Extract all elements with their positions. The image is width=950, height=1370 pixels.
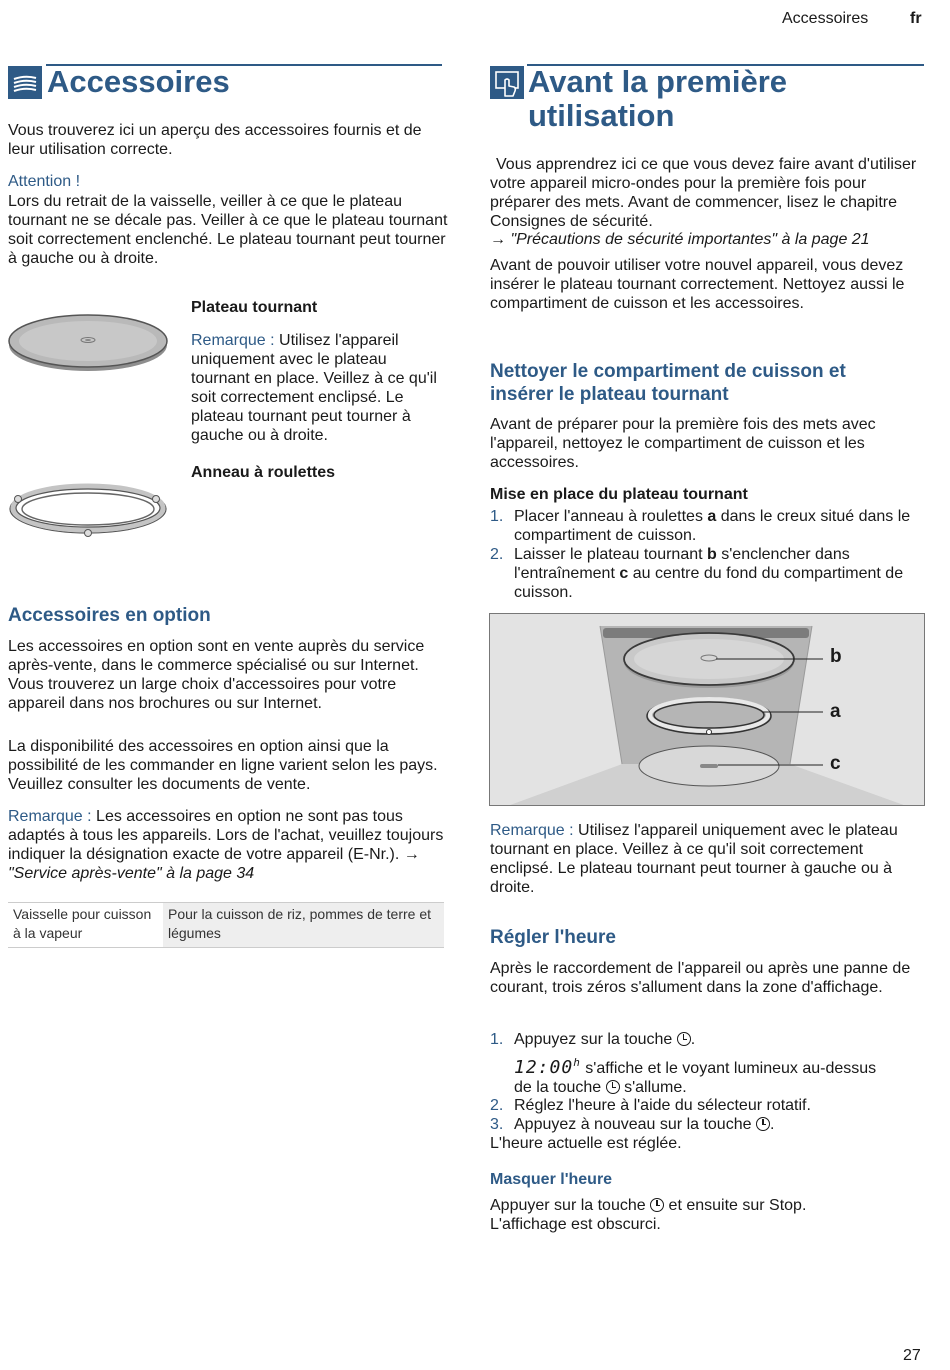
time-step-3 <box>490 1115 930 1134</box>
first-use-intro <box>490 155 930 231</box>
clock-icon <box>756 1117 770 1131</box>
hide-time-text: Appuyer sur la touche et ensuite sur Stop. L'affichage est obscurci. <box>490 1197 807 1233</box>
accessory-name-cell: Vaisselle pour cuisson à la vapeur <box>8 903 163 948</box>
clean-text: Avant de préparer pour la première fois des mets avec l'appareil, nettoyez le compartiment de cuisson et les accessoires. <box>490 416 876 471</box>
step-number: 1. <box>490 1031 504 1048</box>
optional-accessories-table <box>8 902 444 948</box>
hand-tap-icon <box>490 66 524 99</box>
plateau-remark-text: Utilisez l'appareil uniquement avec le plateau tournant en place. Veillez à ce qu'il soit correctement enclipsé. Le plateau tournant peut tourner à gauche ou à droite. <box>191 332 437 444</box>
safety-reference <box>490 230 930 249</box>
time-step-1-detail: 12:00$^h$ s'affiche et le voyant lumineux au-dessus de la touche s'allume. <box>514 1056 877 1096</box>
accessory-use-cell: Pour la cuisson de riz, pommes de terre et légumes <box>163 903 444 948</box>
page-title-line1: Avant la première <box>528 64 788 99</box>
time-step-2 <box>490 1096 930 1115</box>
mise-step-2 <box>490 545 930 602</box>
attention-text: Lors du retrait de la vaisselle, veiller à ce que le plateau tournant ne se décale pas. Veiller à ce que le plateau tournant soit correctement enclenché. Le plateau tournant peut tourner à gauche ou à droite. <box>8 193 448 267</box>
anneau-title: Anneau à roulettes <box>191 464 336 481</box>
page-number: 27 <box>903 1347 921 1364</box>
time-step-1 <box>490 1030 930 1049</box>
mise-step-1 <box>490 507 930 545</box>
clock-icon <box>677 1032 691 1046</box>
service-page-reference[interactable]: "Service après-vente" à la page 34 <box>8 865 255 882</box>
first-use-p2: Avant de pouvoir utiliser votre nouvel appareil, vous devez insérer le plateau tournant correctement. Nettoyez aussi le compartiment de cuisson et les accessoires. <box>490 257 905 312</box>
step-text: Appuyez sur la touche . <box>514 1031 696 1048</box>
step-number: 3. <box>490 1116 504 1133</box>
optional-remark-text: Les accessoires en option ne sont pas tous adaptés à tous les appareils. Lors de l'achat, veuillez toujours indiquer la désignation exacte de votre appareil (E-Nr.). <box>8 808 444 863</box>
figure-label-a: a <box>830 701 841 722</box>
set-time-intro: Après le raccordement de l'appareil ou après une panne de courant, trois zéros s'allument dans la zone d'affichage. <box>490 960 911 996</box>
running-header <box>782 9 868 28</box>
turntable-illustration <box>6 311 170 378</box>
reference-arrow-icon: → <box>403 846 420 863</box>
remark-text: Utilisez l'appareil uniquement avec le plateau tournant en place. Veillez à ce qu'il soit correctement enclipsé. Le plateau tournant peut tourner à gauche ou à droite. <box>490 822 898 896</box>
hide-time-heading: Masquer l'heure <box>490 1171 613 1188</box>
clock-icon <box>606 1080 620 1094</box>
step-number: 2. <box>490 1097 504 1114</box>
page-title-line2: utilisation <box>528 98 675 133</box>
optional-accessories-p2: La disponibilité des accessoires en option ainsi que la possibilité de les commander en ligne varient selon les pays. Veuillez consulter les documents de vente. <box>8 738 438 793</box>
optional-accessories-p1: Les accessoires en option sont en vente auprès du service après-vente, dans le commerce spécialisé ou sur Internet. Vous trouverez un large choix d'accessoires pour votre appareil dans nos brochures ou sur Internet. <box>8 638 425 712</box>
header-language: fr <box>910 10 922 27</box>
first-use-intro-text: Vous apprendrez ici ce que vous devez faire avant d'utiliser votre appareil micro-ondes pour la première fois pour préparer des mets. Avant de commencer, lisez le chapitre Consignes de sécurité. <box>490 156 917 230</box>
page-title-avant <box>528 65 787 133</box>
figure-label-b: b <box>830 646 842 667</box>
time-result: L'heure actuelle est réglée. <box>490 1135 682 1152</box>
remark-label: Remarque : <box>490 822 574 839</box>
table-row <box>8 903 444 948</box>
turntable-remark <box>490 821 930 897</box>
plateau-remark-label: Remarque : <box>191 332 275 349</box>
optional-accessories-remark <box>8 807 448 883</box>
reference-arrow-icon: → <box>490 231 506 248</box>
plateau-remark <box>191 331 443 445</box>
optional-accessories-heading: Accessoires en option <box>8 605 211 626</box>
step-text: Appuyez à nouveau sur la touche . <box>514 1116 775 1133</box>
mise-en-place-heading: Mise en place du plateau tournant <box>490 486 748 503</box>
display-readout: 12:00$^h$ <box>514 1056 581 1078</box>
step-text: Laisser le plateau tournant b s'enclencher dans l'entraînement c au centre du fond du compartiment de cuisson. <box>514 546 904 601</box>
turntable-installation-figure <box>489 613 925 806</box>
clock-icon <box>650 1198 664 1212</box>
plateau-title: Plateau tournant <box>191 299 318 316</box>
set-time-heading: Régler l'heure <box>490 927 616 948</box>
safety-page-reference[interactable]: "Précautions de sécurité importantes" à la page 21 <box>510 231 870 248</box>
step-number: 1. <box>490 508 504 525</box>
optional-remark-label: Remarque : <box>8 808 92 825</box>
figure-label-c: c <box>830 753 841 774</box>
accessories-icon <box>8 66 42 99</box>
header-section: Accessoires <box>782 10 869 27</box>
page-title-accessoires: Accessoires <box>47 64 230 99</box>
step-number: 2. <box>490 546 504 563</box>
step-text: Placer l'anneau à roulettes a dans le creux situé dans le compartiment de cuisson. <box>514 508 911 544</box>
clean-heading: Nettoyer le compartiment de cuisson et insérer le plateau tournant <box>490 361 846 405</box>
roller-ring-illustration <box>6 478 170 547</box>
attention-label: Attention ! <box>8 173 81 190</box>
accessories-intro: Vous trouverez ici un aperçu des accessoires fournis et de leur utilisation correcte. <box>8 122 422 158</box>
step-text: Réglez l'heure à l'aide du sélecteur rotatif. <box>514 1097 811 1114</box>
